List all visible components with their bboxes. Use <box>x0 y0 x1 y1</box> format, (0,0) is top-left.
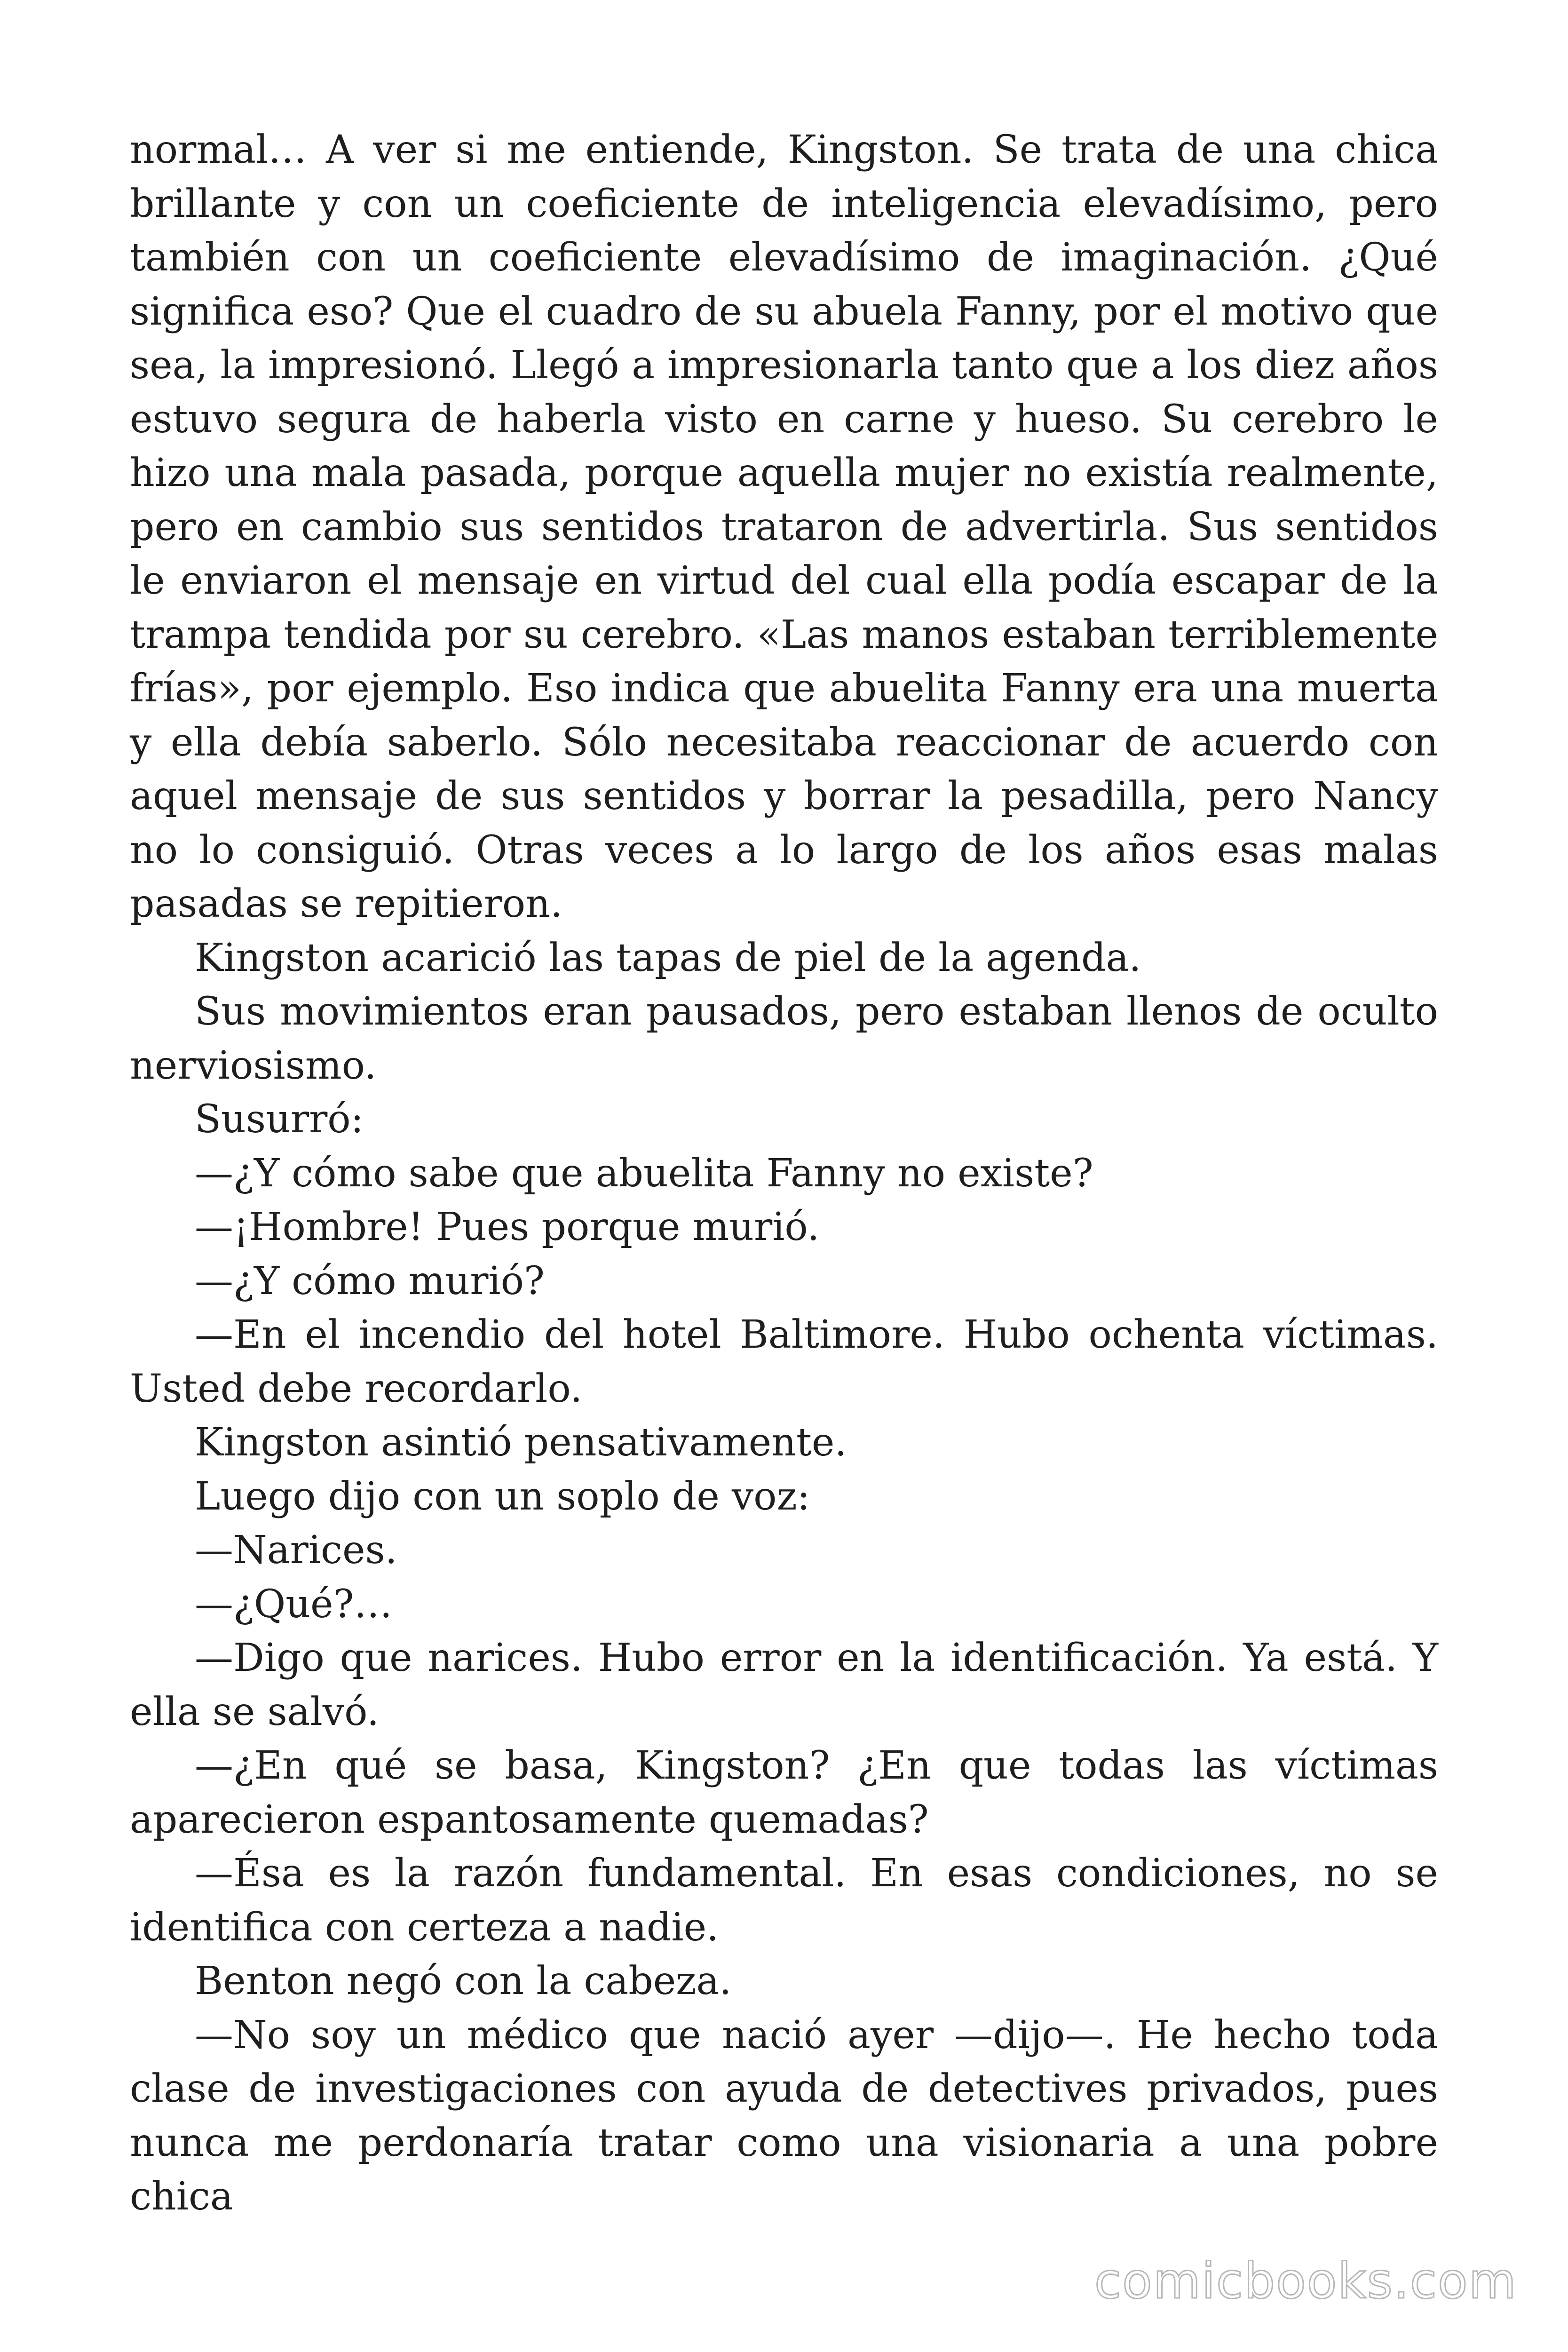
watermark: comicbooks.com <box>1094 2252 1517 2310</box>
dialogue-line: —En el incendio del hotel Baltimore. Hubo ochenta víctimas. Usted debe recordarlo. <box>130 1312 1438 1411</box>
dialogue-line: —¿Y cómo murió? <box>195 1258 545 1303</box>
dialogue-line: —Ésa es la razón fundamental. En esas condiciones, no se identifica con certeza a nadie. <box>130 1851 1438 1950</box>
dialogue-line: —¡Hombre! Pues porque murió. <box>195 1205 820 1249</box>
dialogue-line: —¿En qué se basa, Kingston? ¿En que todas las víctimas aparecieron espantosamente quemadas? <box>130 1743 1438 1842</box>
dialogue-line: —¿Qué?… <box>195 1581 393 1627</box>
paragraph: Susurró: <box>195 1097 364 1142</box>
body-text <box>130 123 1438 2224</box>
paragraph: Kingston acarició las tapas de piel de la agenda. <box>195 935 1141 980</box>
dialogue-line: —Narices. <box>195 1528 397 1573</box>
paragraph: Luego dijo con un soplo de voz: <box>195 1474 810 1519</box>
paragraph: normal… A ver si me entiende, Kingston. Se trata de una chica brillante y con un coeficiente de inteligencia elevadísimo, pero también con un coeficiente elevadísimo de imaginación. ¿Qué significa eso? Que el cuadro de su abuela Fanny, por el motivo que sea, la impresionó. Llegó a impresionarla tanto que a los diez años estuvo segura de haberla visto en carne y hueso. Su cerebro le hizo una mala pasada, porque aquella mujer no existía realmente, pero en cambio sus sentidos trataron de advertirla. Sus sentidos le enviaron el mensaje en virtud del cual ella podía escapar de la trampa tendida por su cerebro. «Las manos estaban terriblemente frías», por ejemplo. Eso indica que abuelita Fanny era una muerta y ella debía saberlo. Sólo necesitaba reaccionar de acuerdo con aquel mensaje de sus sentidos y borrar la pesadilla, pero Nancy no lo consiguió. Otras veces a lo largo de los años esas malas pasadas se repitieron. <box>130 127 1438 926</box>
dialogue-line: —¿Y cómo sabe que abuelita Fanny no existe? <box>195 1151 1093 1196</box>
paragraph: Benton negó con la cabeza. <box>195 1959 732 2003</box>
paragraph: Sus movimientos eran pausados, pero estaban llenos de oculto nerviosismo. <box>130 989 1438 1088</box>
paragraph: Kingston asintió pensativamente. <box>195 1420 847 1465</box>
dialogue-line: —No soy un médico que nació ayer —dijo—. He hecho toda clase de investigaciones con ayuda de detectives privados, pues nunca me perdonaría tratar como una visionaria a una pobre chica <box>130 2012 1438 2219</box>
dialogue-line: —Digo que narices. Hubo error en la identificación. Ya está. Y ella se salvó. <box>130 1636 1438 1734</box>
